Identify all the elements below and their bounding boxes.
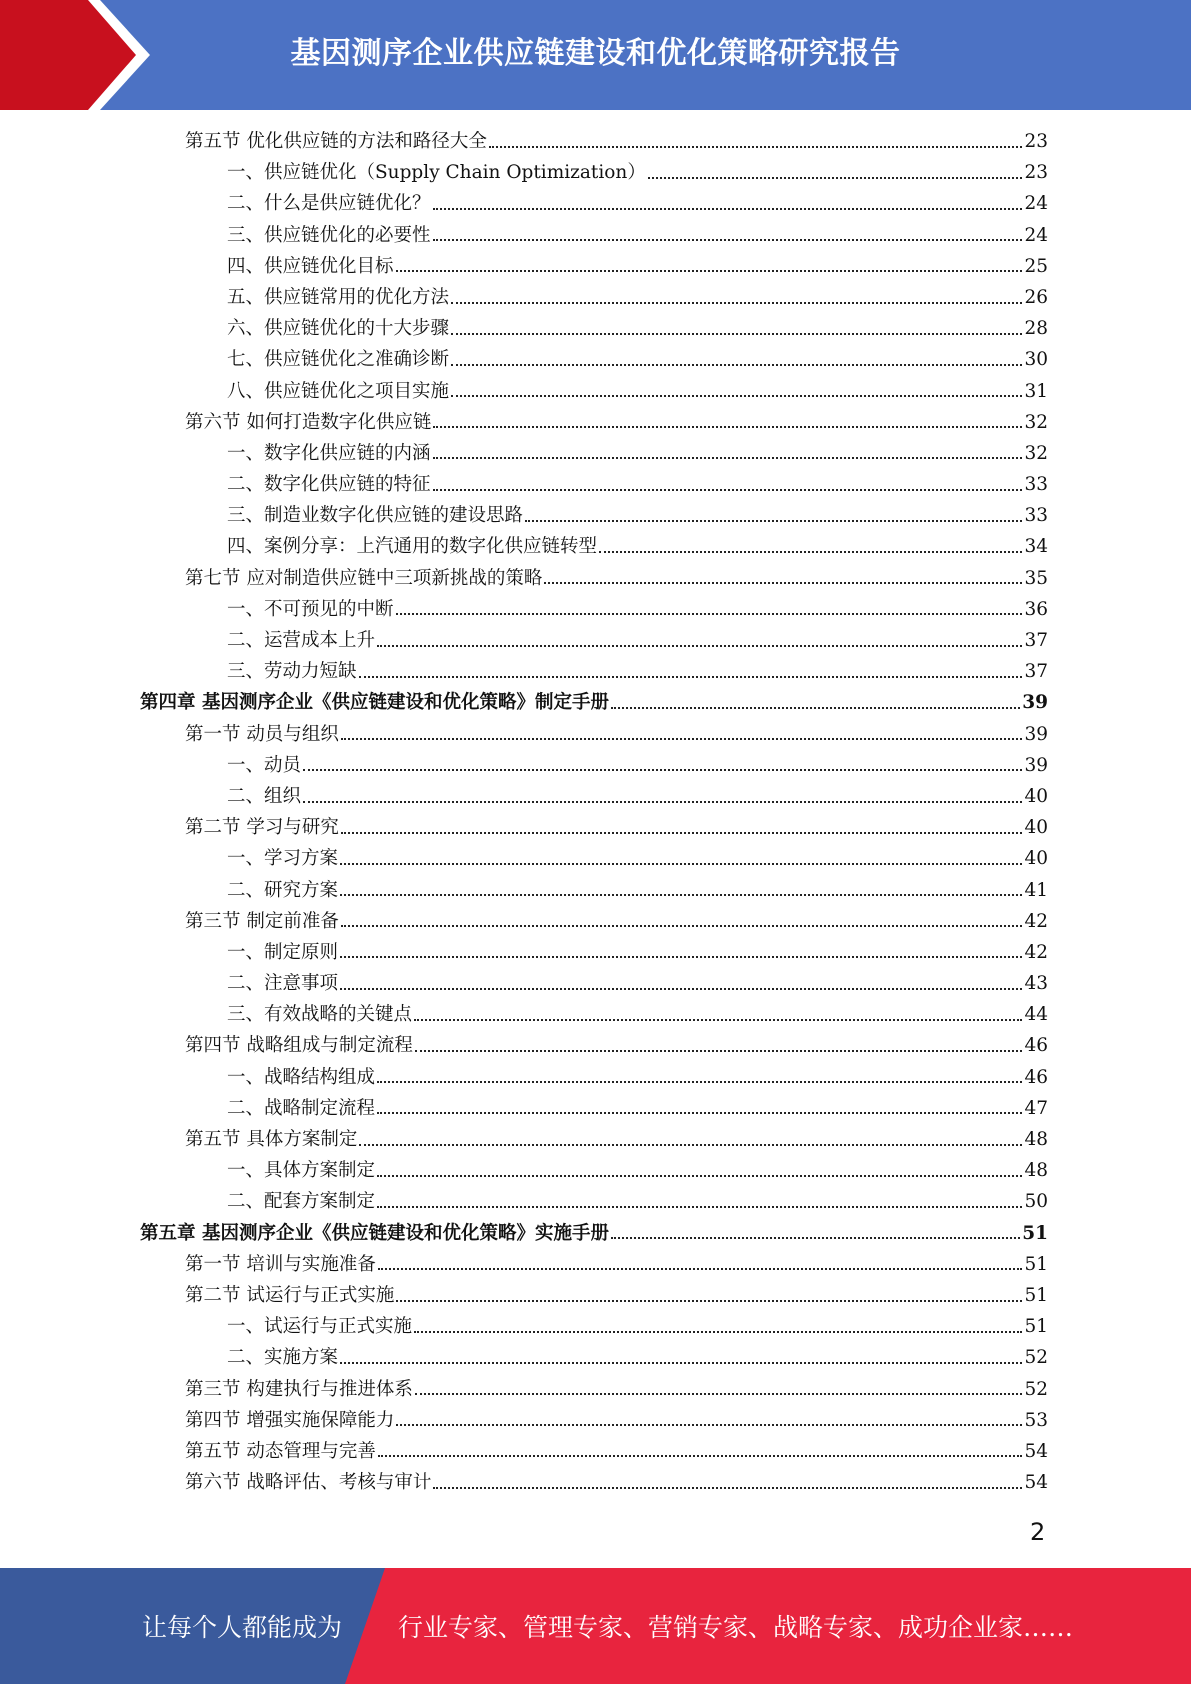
toc-dot-leader: [611, 1220, 1020, 1240]
toc-entry-section[interactable]: [140, 1467, 1048, 1498]
toc-entry-item[interactable]: [140, 220, 1048, 251]
toc-entry-item[interactable]: [140, 282, 1048, 313]
toc-entry-section[interactable]: [140, 812, 1048, 843]
toc-dot-leader: [303, 783, 1022, 803]
footer-banner: [0, 1568, 1191, 1684]
toc-entry-page: 39: [1024, 754, 1048, 776]
toc-entry-title: 第四节 增强实施保障能力: [185, 1409, 395, 1431]
toc-dot-leader: [340, 939, 1022, 959]
toc-entry-page: 52: [1024, 1378, 1048, 1400]
toc-entry-page: 42: [1024, 910, 1048, 932]
toc-entry-section[interactable]: [140, 1249, 1048, 1280]
toc-entry-title: 第五节 优化供应链的方法和路径大全: [185, 131, 487, 152]
toc-entry-item[interactable]: [140, 251, 1048, 282]
toc-dot-leader: [415, 1376, 1023, 1396]
toc-dot-leader: [378, 1251, 1023, 1271]
toc-entry-item[interactable]: [140, 500, 1048, 531]
toc-entry-title: 二、什么是供应链优化？: [227, 193, 431, 215]
toc-entry-title: 四、案例分享：上汽通用的数字化供应链转型: [227, 536, 598, 558]
toc-dot-leader: [525, 502, 1022, 522]
toc-entry-title: 第六节 如何打造数字化供应链: [185, 411, 432, 433]
toc-dot-leader: [611, 689, 1020, 709]
toc-entry-page: 44: [1024, 1004, 1048, 1026]
toc-entry-item[interactable]: [140, 1093, 1048, 1124]
toc-entry-title: 第五节 具体方案制定: [185, 1129, 358, 1150]
toc-entry-section[interactable]: [140, 407, 1048, 438]
toc-dot-leader: [377, 627, 1022, 647]
toc-entry-title: 二、运营成本上升: [227, 630, 376, 651]
toc-entry-chapter[interactable]: [140, 1218, 1048, 1249]
toc-entry-title: 一、试运行与正式实施: [227, 1316, 413, 1338]
toc-entry-title: 一、具体方案制定: [227, 1160, 376, 1182]
toc-dot-leader: [433, 222, 1023, 242]
toc-entry-page: 42: [1024, 941, 1048, 963]
toc-entry-item[interactable]: [140, 625, 1048, 656]
toc-dot-leader: [433, 409, 1022, 429]
toc-dot-leader: [340, 1344, 1022, 1364]
toc-entry-page: 30: [1024, 349, 1048, 371]
toc-dot-leader: [377, 1188, 1022, 1208]
toc-dot-leader: [377, 1157, 1022, 1177]
toc-dot-leader: [378, 1438, 1023, 1458]
toc-entry-page: 26: [1024, 286, 1048, 308]
toc-entry-title: 第二节 学习与研究: [185, 817, 339, 839]
toc-dot-leader: [396, 1282, 1022, 1302]
toc-entry-page: 51: [1024, 1253, 1048, 1275]
toc-entry-title: 第三节 构建执行与推进体系: [185, 1378, 413, 1400]
toc-entry-chapter[interactable]: [140, 687, 1048, 718]
toc-entry-section[interactable]: [140, 719, 1048, 750]
toc-dot-leader: [451, 346, 1022, 366]
toc-dot-leader: [433, 440, 1023, 460]
toc-entry-page: 48: [1024, 1160, 1048, 1182]
header-red-arrow: [0, 0, 150, 110]
toc-dot-leader: [599, 533, 1022, 553]
toc-entry-page: 53: [1024, 1409, 1048, 1431]
toc-entry-page: 47: [1024, 1097, 1048, 1119]
toc-entry-page: 35: [1024, 567, 1048, 589]
toc-entry-page: 54: [1024, 1472, 1048, 1494]
toc-dot-leader: [396, 596, 1023, 616]
toc-entry-item[interactable]: [140, 313, 1048, 344]
toc-entry-title: 七、供应链优化之准确诊断: [227, 349, 450, 371]
toc-entry-page: 31: [1024, 380, 1048, 402]
toc-entry-page: 52: [1024, 1347, 1048, 1369]
toc-dot-leader: [377, 1064, 1022, 1084]
toc-dot-leader: [340, 970, 1022, 990]
toc-entry-title: 第四节 战略组成与制定流程: [185, 1035, 413, 1057]
toc-entry-page: 32: [1024, 411, 1048, 433]
toc-dot-leader: [341, 814, 1023, 834]
toc-entry-page: 46: [1024, 1035, 1048, 1057]
toc-entry-page: 39: [1022, 692, 1048, 714]
toc-entry-page: 34: [1024, 536, 1048, 558]
toc-entry-page: 24: [1024, 193, 1048, 215]
toc-dot-leader: [341, 721, 1023, 741]
toc-entry-title: 三、劳动力短缺: [227, 661, 357, 683]
toc-entry-title: 一、数字化供应链的内涵: [227, 442, 431, 464]
toc-entry-title: 六、供应链优化的十大步骤: [227, 318, 450, 340]
toc-entry-page: 43: [1024, 973, 1048, 995]
toc-entry-item[interactable]: [140, 157, 1048, 188]
toc-dot-leader: [489, 128, 1023, 148]
toc-entry-page: 41: [1024, 879, 1048, 901]
toc-dot-leader: [433, 471, 1023, 491]
toc-entry-title: 一、动员: [227, 754, 302, 776]
footer-slogan-left: 让每个人都能成为: [142, 1613, 343, 1642]
toc-entry-section[interactable]: [140, 1436, 1048, 1467]
page-number: 2: [1030, 1518, 1046, 1546]
toc-entry-title: 第五章 基因测序企业《供应链建设和优化策略》实施手册: [140, 1222, 609, 1244]
toc-entry-title: 第一节 动员与组织: [185, 723, 339, 745]
toc-dot-leader: [396, 1407, 1022, 1427]
toc-entry-item[interactable]: [140, 781, 1048, 812]
toc-entry-item[interactable]: [140, 1311, 1048, 1342]
toc-dot-leader: [377, 1095, 1022, 1115]
toc-entry-section[interactable]: [140, 126, 1048, 157]
header-banner: [0, 0, 1191, 110]
toc-dot-leader: [451, 284, 1022, 304]
toc-dot-leader: [414, 1313, 1022, 1333]
toc-entry-item[interactable]: [140, 1155, 1048, 1186]
toc-entry-page: 46: [1024, 1066, 1048, 1088]
toc-entry-title: 二、配套方案制定: [227, 1191, 376, 1213]
toc-dot-leader: [433, 190, 1023, 210]
toc-entry-title: 一、不可预见的中断: [227, 598, 394, 620]
toc-dot-leader: [451, 315, 1022, 335]
toc-entry-item[interactable]: [140, 188, 1048, 219]
toc-entry-title: 一、学习方案: [227, 848, 339, 870]
toc-entry-page: 23: [1024, 162, 1048, 184]
toc-dot-leader: [359, 1126, 1022, 1146]
toc-entry-title: 四、供应链优化目标: [227, 255, 394, 277]
footer-slogan-right: 行业专家、管理专家、营销专家、战略专家、成功企业家……: [398, 1613, 1074, 1642]
toc-dot-leader: [341, 908, 1023, 928]
toc-entry-title: 三、有效战略的关键点: [227, 1004, 413, 1026]
toc-entry-item[interactable]: [140, 531, 1048, 562]
toc-entry-page: 36: [1024, 598, 1048, 620]
toc-entry-section[interactable]: [140, 1124, 1048, 1155]
toc-entry-item[interactable]: [140, 937, 1048, 968]
toc-entry-item[interactable]: [140, 750, 1048, 781]
toc-dot-leader: [544, 565, 1022, 585]
toc-entry-page: 50: [1024, 1191, 1048, 1213]
toc-dot-leader: [359, 658, 1023, 678]
toc-entry-title: 二、组织: [227, 785, 302, 807]
toc-entry-page: 40: [1024, 785, 1048, 807]
toc-entry-title: 二、战略制定流程: [227, 1097, 376, 1119]
toc-dot-leader: [340, 845, 1022, 865]
toc-entry-page: 54: [1024, 1440, 1048, 1462]
toc-entry-page: 40: [1024, 848, 1048, 870]
toc-dot-leader: [451, 378, 1022, 398]
toc-entry-title: 二、研究方案: [227, 879, 339, 901]
toc-entry-item[interactable]: [140, 1186, 1048, 1217]
toc-entry-page: 32: [1024, 442, 1048, 464]
toc-entry-title: 第二节 试运行与正式实施: [185, 1284, 395, 1306]
toc-dot-leader: [340, 877, 1022, 897]
toc-dot-leader: [415, 1032, 1023, 1052]
toc-entry-page: 51: [1024, 1316, 1048, 1338]
toc-entry-item[interactable]: [140, 376, 1048, 407]
toc-entry-title: 第七节 应对制造供应链中三项新挑战的策略: [185, 567, 543, 589]
toc-dot-leader: [414, 1001, 1022, 1021]
toc-entry-section[interactable]: [140, 1405, 1048, 1436]
toc-entry-title: 五、供应链常用的优化方法: [227, 286, 450, 308]
toc-entry-page: 33: [1024, 505, 1048, 527]
toc-entry-page: 25: [1024, 255, 1048, 277]
toc-entry-title: 三、制造业数字化供应链的建设思路: [227, 505, 524, 527]
toc-entry-title: 第三节 制定前准备: [185, 910, 339, 932]
toc-entry-section[interactable]: [140, 1030, 1048, 1061]
toc-entry-item[interactable]: [140, 344, 1048, 375]
toc-dot-leader: [303, 752, 1022, 772]
toc-entry-page: 23: [1024, 131, 1048, 152]
toc-dot-leader: [396, 253, 1023, 273]
table-of-contents: [140, 126, 1048, 1498]
toc-entry-title: 第四章 基因测序企业《供应链建设和优化策略》制定手册: [140, 692, 609, 714]
toc-entry-item[interactable]: [140, 656, 1048, 687]
toc-entry-page: 37: [1024, 661, 1048, 683]
toc-entry-title: 第一节 培训与实施准备: [185, 1253, 376, 1275]
toc-entry-page: 51: [1022, 1222, 1048, 1244]
toc-entry-item[interactable]: [140, 968, 1048, 999]
toc-entry-item[interactable]: [140, 1342, 1048, 1373]
toc-entry-title: 二、数字化供应链的特征: [227, 474, 431, 496]
toc-entry-section[interactable]: [140, 1374, 1048, 1405]
toc-entry-title: 第五节 动态管理与完善: [185, 1440, 376, 1462]
toc-entry-title: 二、实施方案: [227, 1347, 339, 1369]
toc-entry-item[interactable]: [140, 594, 1048, 625]
toc-entry-page: 28: [1024, 318, 1048, 340]
toc-entry-item[interactable]: [140, 843, 1048, 874]
toc-entry-item[interactable]: [140, 999, 1048, 1030]
toc-entry-page: 48: [1024, 1129, 1048, 1150]
toc-entry-page: 39: [1024, 723, 1048, 745]
toc-entry-title: 第六节 战略评估、考核与审计: [185, 1472, 432, 1494]
toc-entry-page: 51: [1024, 1284, 1048, 1306]
toc-entry-title: 一、战略结构组成: [227, 1066, 376, 1088]
toc-entry-section[interactable]: [140, 906, 1048, 937]
toc-entry-section[interactable]: [140, 1280, 1048, 1311]
toc-entry-item[interactable]: [140, 438, 1048, 469]
toc-entry-title: 八、供应链优化之项目实施: [227, 380, 450, 402]
toc-entry-item[interactable]: [140, 1062, 1048, 1093]
toc-dot-leader: [648, 159, 1023, 179]
toc-entry-page: 37: [1024, 630, 1048, 651]
toc-entry-title: 三、供应链优化的必要性: [227, 224, 431, 246]
toc-entry-page: 40: [1024, 817, 1048, 839]
toc-entry-item[interactable]: [140, 469, 1048, 500]
toc-entry-section[interactable]: [140, 563, 1048, 594]
toc-entry-title: 一、供应链优化（Supply Chain Optimization）: [227, 162, 646, 184]
toc-entry-title: 二、注意事项: [227, 973, 339, 995]
toc-entry-page: 33: [1024, 474, 1048, 496]
toc-dot-leader: [433, 1469, 1022, 1489]
toc-entry-item[interactable]: [140, 875, 1048, 906]
toc-entry-title: 一、制定原则: [227, 941, 339, 963]
toc-entry-page: 24: [1024, 224, 1048, 246]
header-title: 基因测序企业供应链建设和优化策略研究报告: [290, 36, 901, 71]
